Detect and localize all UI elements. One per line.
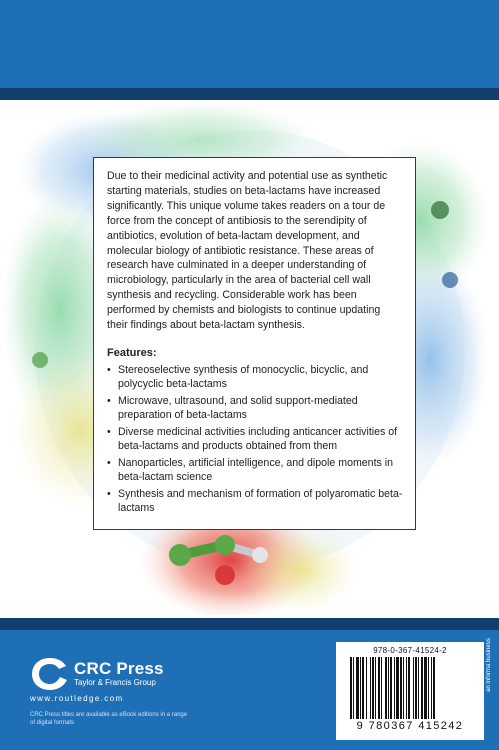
feature-item: • Nanoparticles, artificial intelligence, and dipole moments in beta-lactam science: [107, 456, 393, 483]
top-dark-stripe: [0, 88, 499, 100]
publisher-group: Taylor & Francis Group: [74, 678, 156, 687]
features-list: [107, 363, 403, 515]
ebook-note: CRC Press titles are available as eBook editions in a range of digital formats: [30, 712, 188, 726]
blurb-text: Due to their medicinal activity and potential use as synthetic starting materials, studies on beta-lactams have increased significantly. This unique volume takes readers on a tour de force from the concept of antibiosis to the serendipity of antibiotics, evolution of beta-lactam development, and molecular biology of antibiotic resistance. These areas of research have culminated in a deeper understanding of microbiology, particularly in the area of bacterial cell wall synthesis and recycling. Considerable work has been performed by chemists and biologists to continue updating their findings about beta-lactam synthesis.: [107, 170, 388, 332]
features-heading: Features:: [107, 346, 157, 359]
crc-logo-icon: [30, 656, 70, 692]
isbn-digits: 9 780367 415242: [356, 720, 464, 732]
logo-text: CRC: [39, 670, 61, 681]
bullet-icon: •: [107, 487, 111, 500]
molecule-background-area: [0, 100, 499, 618]
feature-item: • Synthesis and mechanism of formation of polyaromatic beta-lactams: [107, 487, 403, 514]
feature-item: • Stereoselective synthesis of monocyclic, bicyclic, and polycyclic beta-lactams: [107, 363, 369, 391]
barcode-icon: [350, 657, 470, 719]
isbn-text: 978-0-367-41524-2: [373, 646, 447, 655]
feature-item: • Diverse medicinal activities including anticancer activities of beta-lactams and products obtained from them: [107, 425, 398, 452]
feature-item: • Microwave, ultrasound, and solid support-mediated preparation of beta-lactams: [107, 394, 358, 422]
bullet-icon: •: [107, 394, 111, 407]
bullet-icon: •: [107, 425, 111, 438]
barcode-panel: [336, 642, 484, 740]
bullet-icon: •: [107, 456, 111, 469]
publisher-url: www.routledge.com: [30, 694, 124, 703]
publisher-name: CRC Press: [74, 659, 164, 678]
bullet-icon: •: [107, 363, 111, 376]
top-color-band: [0, 0, 499, 88]
description-box: [93, 157, 416, 530]
bottom-dark-stripe: [0, 618, 499, 630]
informa-tagline: an informa business: [486, 638, 492, 692]
